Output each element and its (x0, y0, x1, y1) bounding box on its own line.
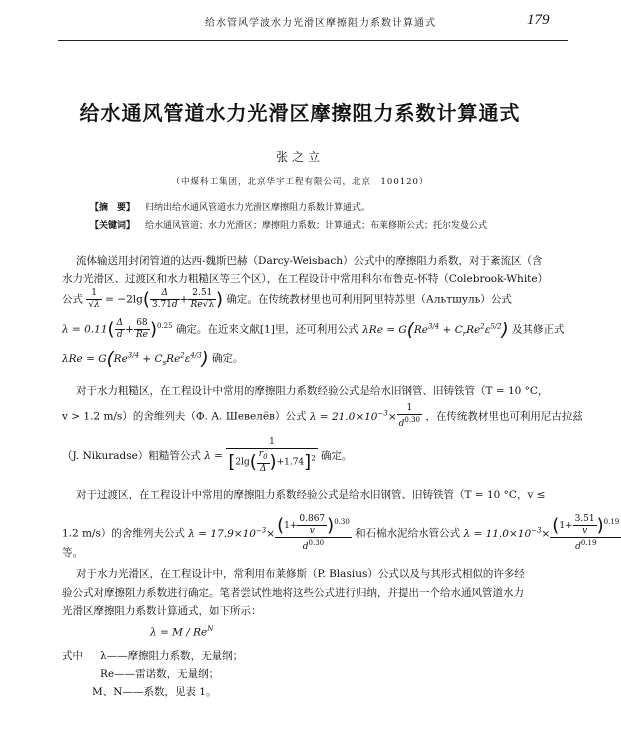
formula-asbestos: $\lambda = 11.0\times 10^{-3}\times$ (463, 526, 551, 540)
para4-line2: 验公式对摩擦阻力系数进行确定。笔者尝试性地将这些公式进行归纳，并提出一个给水通风管道水力 (62, 587, 524, 599)
formula-shevelev-transition-frac: (1+ $\frac{0.867}{v}$ )$^{0.30}$ $d^{0.30}$ (277, 514, 350, 552)
para3-line2-mid: 和石棉水泥给水管公式 (355, 527, 461, 540)
formula-shevelev-rough: $\lambda = 21.0\times 10^{-3}\times$ (309, 409, 397, 423)
where-label: 式中 (62, 650, 83, 662)
formula-altshul-term2: $\frac{68}{Re}$ (135, 318, 148, 340)
para1-line4-post: 确定。在近来文献[1]里，还可利用公式 (175, 323, 359, 336)
para2-line3-pre: （J. Nikuradse）粗糙管公式 (62, 449, 201, 462)
para1-line4: λ = 0.11( $\frac{\Delta}{d}$ + $\frac{68}{Re}$ )$^{0.25}$ 确定。在近来文献[1]里，还可利用公式 $\lambda Re = G(Re^{3/4} + C_rRe^2\varepsilon^{5/2})$ 及其修正式 (62, 318, 565, 340)
keywords (90, 218, 487, 231)
formula-colebrook-term2: $\frac{2.51}{Re√\lambda}$ (190, 288, 215, 310)
para4-line1: 对于水力光滑区，在工程设计中，常利用布莱修斯（P. Blasius）公式以及与其形式相似的许多经 (76, 568, 525, 580)
article-title: 给水通风管道水力光滑区摩擦阻力系数计算通式 (79, 101, 521, 125)
where-item-mn: M、N——系数，见表 1。 (92, 686, 217, 698)
formula-ref1-modified: $\lambda Re = G(Re^{3/4} + C_sRe^2\varepsilon^{4/3})$ (62, 348, 209, 369)
formula-colebrook-lhs: $\frac{1}{√\lambda}$ (88, 288, 100, 310)
para2-line2 (62, 403, 583, 430)
para2-line2-post: ，在传统教材里也可利用尼古拉兹 (425, 410, 583, 423)
para3-line2 (62, 514, 621, 553)
para4-line3: 光滑区摩擦阻力系数计算通式，如下所示： (62, 605, 262, 617)
abstract-text: 归纳出给水通风管道水力光滑区摩擦阻力系数计算通式。 (145, 203, 371, 213)
running-header (0, 10, 600, 32)
formula-ref1: $\lambda Re = G(Re^{3/4} + C_rRe^2\varepsilon^{5/2})$ (362, 319, 509, 340)
para2-line3: （J. Nikuradse）粗糙管公式 λ = 1 [2lg( $\frac{r_0}{\Delta}$ )+1.74]$^2$ 确定。 (62, 437, 353, 474)
para1-line3: 公式 $\frac{1}{√\lambda}$ = −2lg( $\frac{\Delta}{3.71d}$ + $\frac{2.51}{Re√\lambda}$ ) 确定。在传统教材里也可利用阿里特苏里（Альтшуль）公式 (62, 288, 512, 310)
formula-colebrook-term1: $\frac{\Delta}{3.71d}$ (151, 288, 178, 310)
para1-line2: 水力光滑区、过渡区和水力粗糙区等三个区），在工程设计中常用科尔布鲁克-怀特（Colebrook-White） (62, 273, 549, 285)
main-formula (150, 625, 213, 639)
para3-line3: 等。 (62, 547, 83, 559)
affiliation: （中煤科工集团，北京华宇工程有限公司，北京 100120） (171, 177, 429, 187)
formula-altshul-term1: $\frac{\Delta}{d}$ (116, 318, 124, 340)
para1-line5-post: 确定。 (212, 352, 244, 365)
para1-line5 (62, 348, 244, 369)
where-item-re: Re——雷诺数，无量纲； (100, 668, 220, 680)
abstract (90, 200, 370, 213)
author: 张之立 (275, 150, 324, 164)
keywords-text: 给水通风管道；水力光滑区；摩擦阻力系数；计算通式；布莱修斯公式；托尔发曼公式 (145, 221, 488, 231)
header-rule (58, 40, 568, 41)
para2-line2-pre: v > 1.2 m/s）的舍维列夫（Ф. А. Шевелёв）公式 (62, 410, 307, 423)
main-formula-body: λ = M / Re (150, 626, 208, 639)
para1-line1: 流体输送用封闭管道的达西-魏斯巴赫（Darcy-Weisbach）公式中的摩擦阻力系数，对于紊流区（含 (76, 255, 543, 267)
page-number: 179 (527, 12, 550, 28)
formula-shevelev-rough-frac: $\frac{1}{d^{0.30}}$ (398, 403, 420, 429)
abstract-label: 【摘 要】 (90, 203, 136, 213)
running-title: 给水管风学波水力光滑区摩擦阻力系数计算通式 (205, 18, 436, 29)
para1-line3-post: 确定。在传统教材里也可利用阿里特苏里（Альтшуль）公式 (226, 293, 512, 306)
formula-altshul: λ = 0.11 (62, 323, 108, 336)
para2-line1: 对于水力粗糙区，在工程设计中常用的摩擦阻力系数经验公式是给水旧钢管、旧铸铁管（T = 10 °C， (76, 385, 549, 397)
para3-line1: 对于过渡区，在工程设计中常用的摩擦阻力系数经验公式是给水旧钢管、旧铸铁管（T = 10 °C，v ≤ (76, 489, 546, 501)
para2-line3-post: 确定。 (321, 449, 353, 462)
formula-shevelev-transition: $\lambda = 17.9\times 10^{-3}\times$ (188, 526, 276, 540)
formula-nikuradse: 1 [2lg( $\frac{r_0}{\Delta}$ )+1.74]$^2$ (228, 437, 316, 474)
para1-line4-tail: 及其修正式 (511, 323, 565, 336)
where-item-lambda: λ——摩擦阻力系数，无量纲； (100, 650, 244, 662)
para1-line3-pre: 公式 (62, 293, 83, 306)
formula-asbestos-frac: (1+ $\frac{3.51}{v}$ )$^{0.19}$ $d^{0.19}$ (552, 514, 620, 552)
para3-line2-pre: 1.2 m/s）的舍维列夫公式 (62, 527, 185, 540)
main-formula-exponent: N (207, 625, 214, 633)
keywords-label: 【关键词】 (90, 221, 136, 231)
